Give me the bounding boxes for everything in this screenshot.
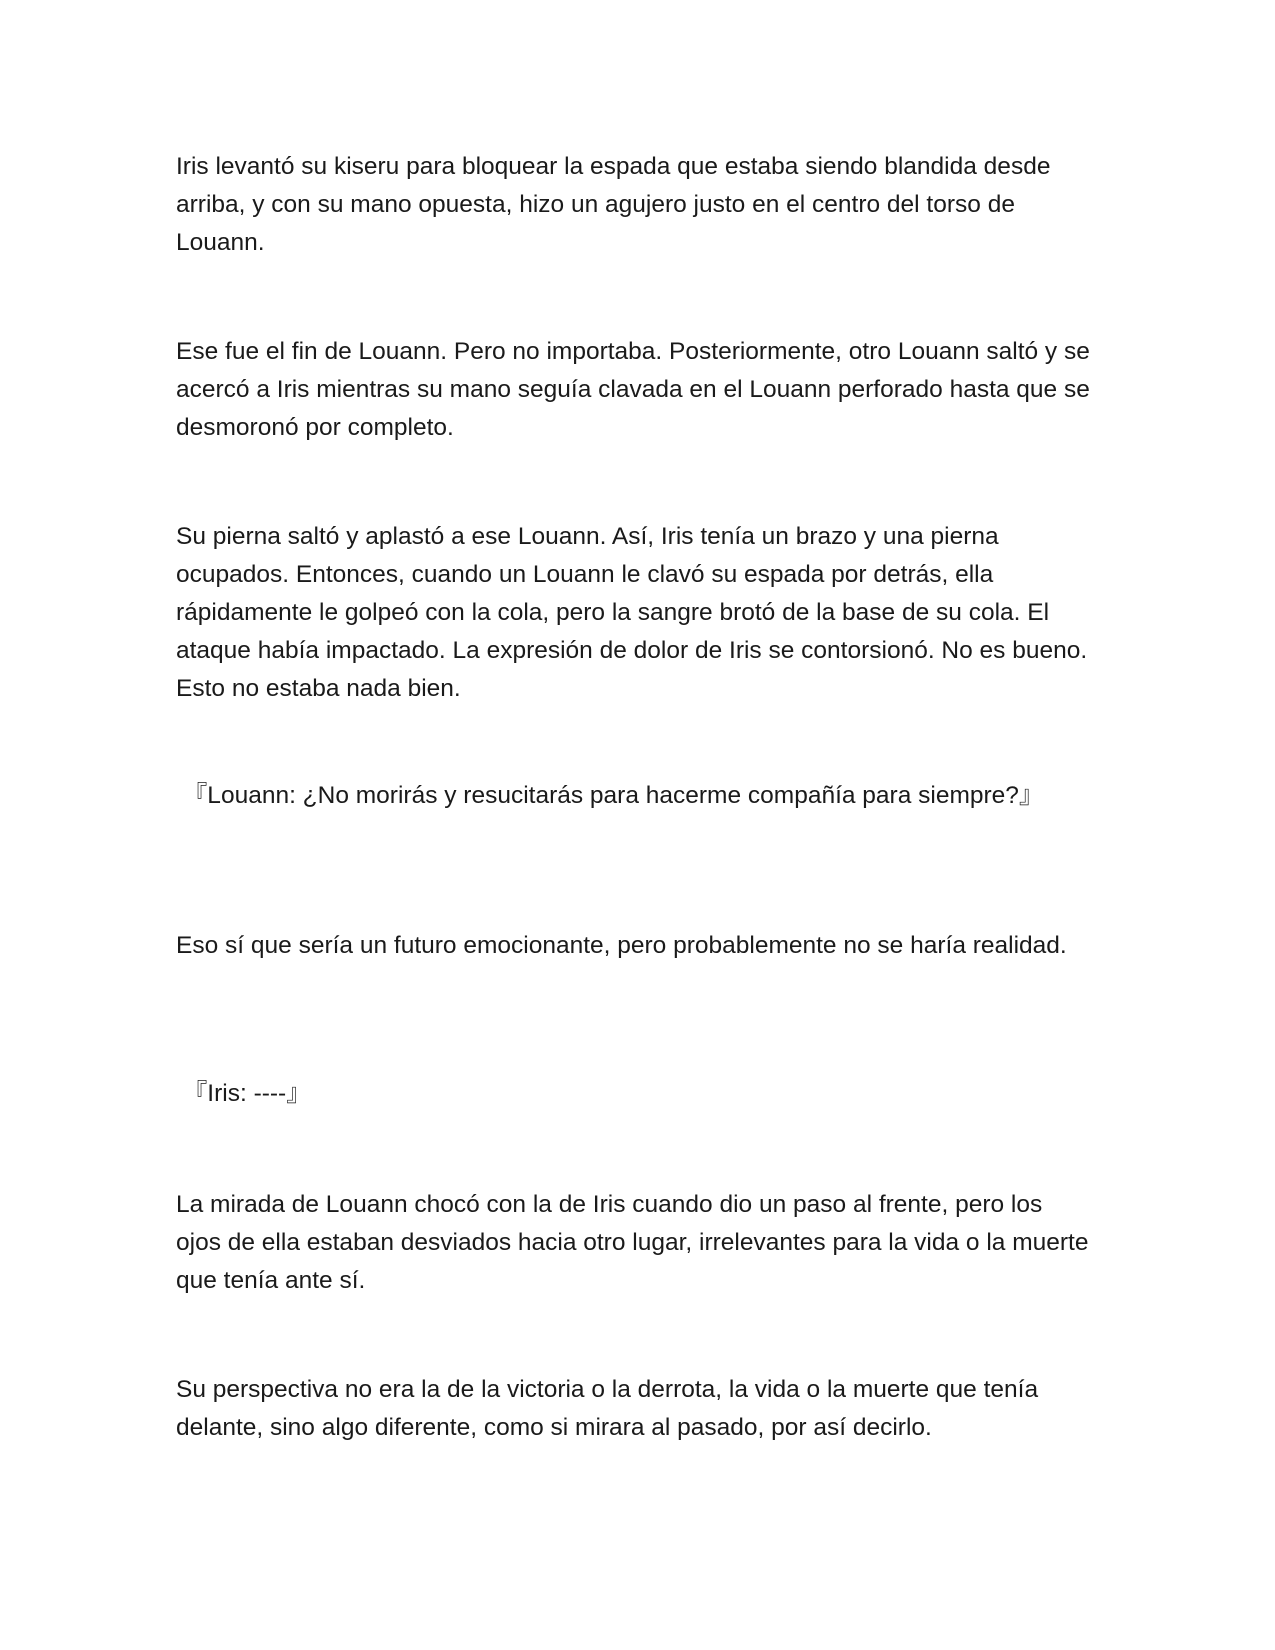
paragraph-2: Ese fue el fin de Louann. Pero no importaba. Posteriormente, otro Louann saltó y se acercó a Iris mientras su mano seguía clavada en el Louann perforado hasta que se desmoronó por completo.	[176, 338, 1097, 441]
paragraph-3: Su pierna saltó y aplastó a ese Louann. Así, Iris tenía un brazo y una pierna ocupados. Entonces, cuando un Louann le clavó su espada por detrás, ella rápidamente le golpeó con la cola, pero la sangre brotó de la base de su cola. El ataque había impactado. La expresión de dolor de Iris se contorsionó. No es bueno. Esto no estaba nada bien.	[176, 523, 1094, 702]
dialogue-iris: 『Iris: ----』	[176, 1080, 311, 1107]
paragraph-1: Iris levantó su kiseru para bloquear la espada que estaba siendo blandida desde arriba, y con su mano opuesta, hizo un agujero justo en el centro del torso de Louann.	[176, 153, 1058, 256]
paragraph-6: Su perspectiva no era la de la victoria o la derrota, la vida o la muerte que tenía delante, sino algo diferente, como si mirara al pasado, por así decirlo.	[176, 1376, 1045, 1441]
dialogue-louann: 『Louann: ¿No morirás y resucitarás para hacerme compañía para siempre?』	[176, 782, 1044, 809]
paragraph-4: Eso sí que sería un futuro emocionante, pero probablemente no se haría realidad.	[176, 932, 1067, 959]
paragraph-5: La mirada de Louann chocó con la de Iris cuando dio un paso al frente, pero los ojos de ella estaban desviados hacia otro lugar, irrelevantes para la vida o la muerte que tenía ante sí.	[176, 1191, 1096, 1294]
